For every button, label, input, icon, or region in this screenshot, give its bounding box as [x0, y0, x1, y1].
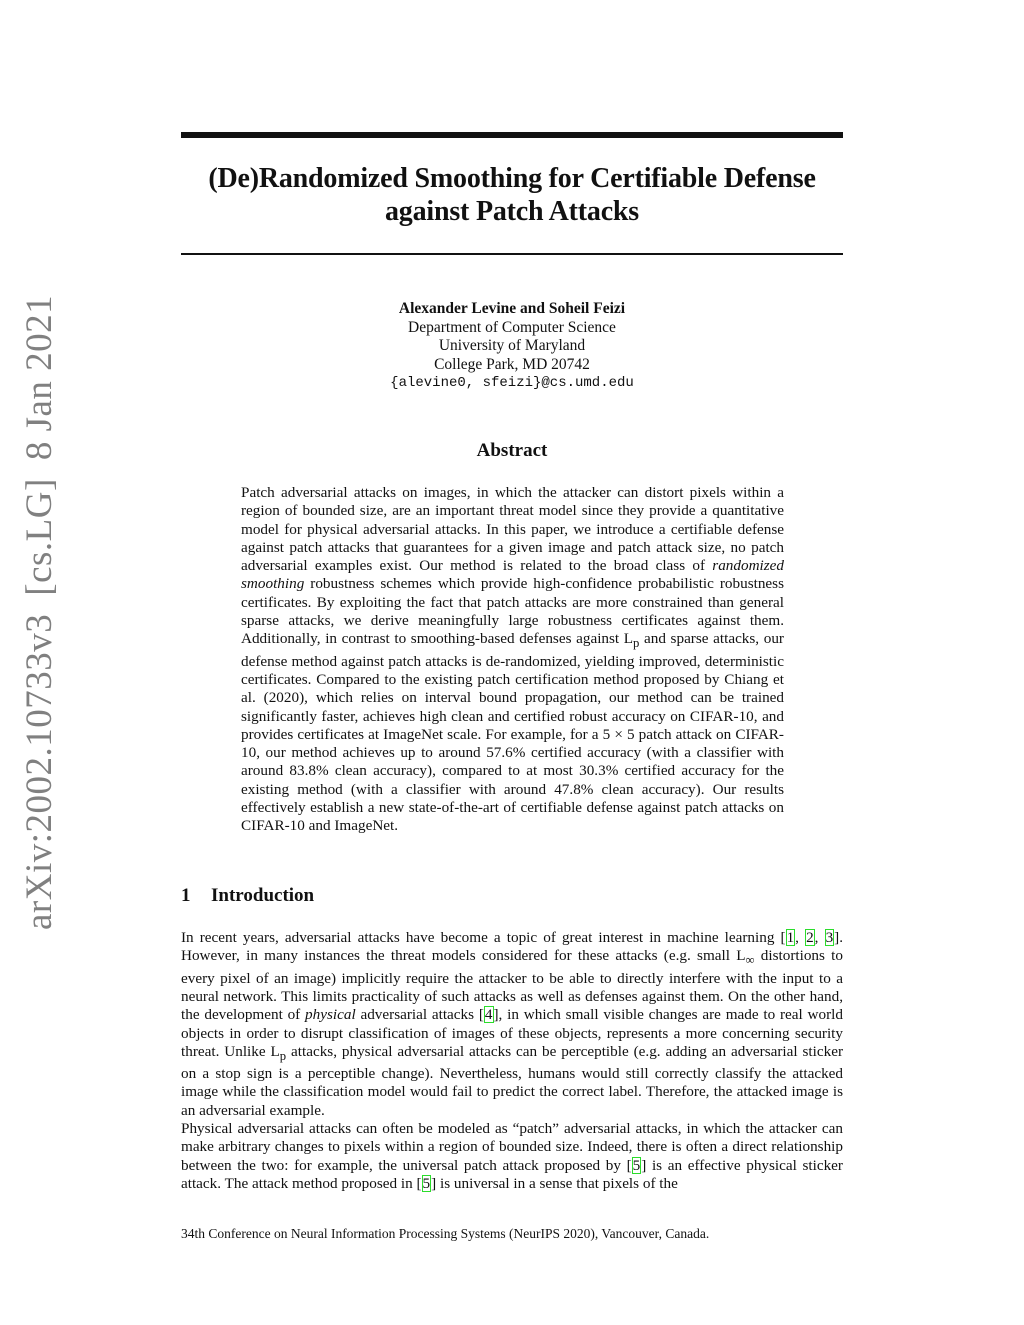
section-title: Introduction: [211, 885, 315, 906]
intro-paragraph-2: Physical adversarial attacks can often be modeled as “patch” adversarial attacks, in which the attacker can make arbitrary changes to pixels within a region of bounded size. Indeed, there is often a direct relationship between the two: for example, the universal patch attack proposed by [5] is an effective physical sticker attack. The attack method proposed in [5] is universal in a sense that pixels of the: [181, 1120, 843, 1192]
citation-link[interactable]: 1: [786, 929, 795, 946]
arxiv-id: arXiv:2002.10733v3: [19, 613, 60, 930]
intro-paragraph-1: In recent years, adversarial attacks have become a topic of great interest in machine learning [1, 2, 3]. However, in many instances the threat models considered for these attacks (e.g. small $L_\infty$ distortions to every pixel of an image) implicitly require the attacker to be able to directly interfere with the input to a neural network. This limits practicality of such attacks as well as defenses against them. On the other hand, the development of physical adversarial attacks [4], in which small visible changes are made to real world objects in order to disrupt classification of images of these objects, represents a more concerning security threat. Unlike $L_p$ attacks, physical adversarial attacks can be perceptible (e.g. adding an adversarial sticker on a stop sign is a perceptible change). Nevertheless, humans would still correctly classify the attacked image while the classification model would fail to predict the correct label. Therefore, the attacked image is an adversarial example.: [181, 929, 844, 1119]
title-rule-top: [181, 132, 843, 138]
author-location: College Park, MD 20742: [434, 355, 590, 373]
citation-link[interactable]: 4: [484, 1006, 493, 1024]
title-line-2: against Patch Attacks: [384, 196, 640, 227]
author-university: University of Maryland: [438, 337, 586, 354]
citation-link[interactable]: 3: [825, 929, 834, 946]
arxiv-stamp: [18, 277, 61, 930]
section-number: 1: [181, 885, 191, 906]
citation-link[interactable]: 2: [806, 929, 814, 946]
citation-link[interactable]: 5: [632, 1156, 641, 1174]
abstract-heading: Abstract: [476, 440, 548, 461]
paper-title: [150, 162, 874, 228]
title-rule-bottom: [181, 253, 843, 255]
arxiv-date: 8 Jan 2021: [19, 294, 60, 461]
abstract-text: Patch adversarial attacks on images, in which the attacker can distort pixels within a region of bounded size, are an important threat model since they provide a quantitative model for physical adversarial attacks. In this paper, we introduce a certifiable defense against patch attacks that guarantees for a given image and patch attack size, no patch adversarial examples exist. Our method is related to the broad class of randomized smoothing robustness schemes which provide high-confidence probabilistic robustness certificates. By exploiting the fact that patch attacks are more constrained than general sparse attacks, we derive meaningfully large robustness certificates against them. Additionally, in contrast to smoothing-based defenses against $L_p$ and sparse attacks, our defense method against patch attacks is de-randomized, yielding improved, deterministic certificates. Compared to the existing patch certification method proposed by Chiang et al. (2020), which relies on interval bound propagation, our method can be trained significantly faster, achieves high clean and certified robust accuracy on CIFAR-10, and provides certificates at ImageNet scale. For example, for a 5 × 5 patch attack on CIFAR-10, our method achieves up to around 57.6% certified accuracy (with a classifier with around 83.8% clean accuracy), compared to at most 30.3% certified accuracy for the existing method (with a classifier with around 47.8% clean accuracy). Our results effectively establish a new state-of-the-art of certifiable defense against patch attacks on CIFAR-10 and ImageNet.: [241, 484, 784, 835]
arxiv-category: [cs.LG]: [19, 478, 60, 596]
author-names: Alexander Levine and Soheil Feizi: [398, 300, 626, 317]
section-heading-introduction: [181, 885, 314, 907]
author-email[interactable]: {alevine0, sfeizi}@cs.umd.edu: [390, 375, 634, 391]
author-department: Department of Computer Science: [408, 318, 616, 336]
citation-link[interactable]: 5: [422, 1174, 431, 1192]
author-block: [300, 300, 724, 393]
title-line-1: (De)Randomized Smoothing for Certifiable Defense: [208, 163, 816, 194]
conference-footer: 34th Conference on Neural Information Processing Systems (NeurIPS 2020), Vancouver, Canada.: [181, 1226, 710, 1241]
